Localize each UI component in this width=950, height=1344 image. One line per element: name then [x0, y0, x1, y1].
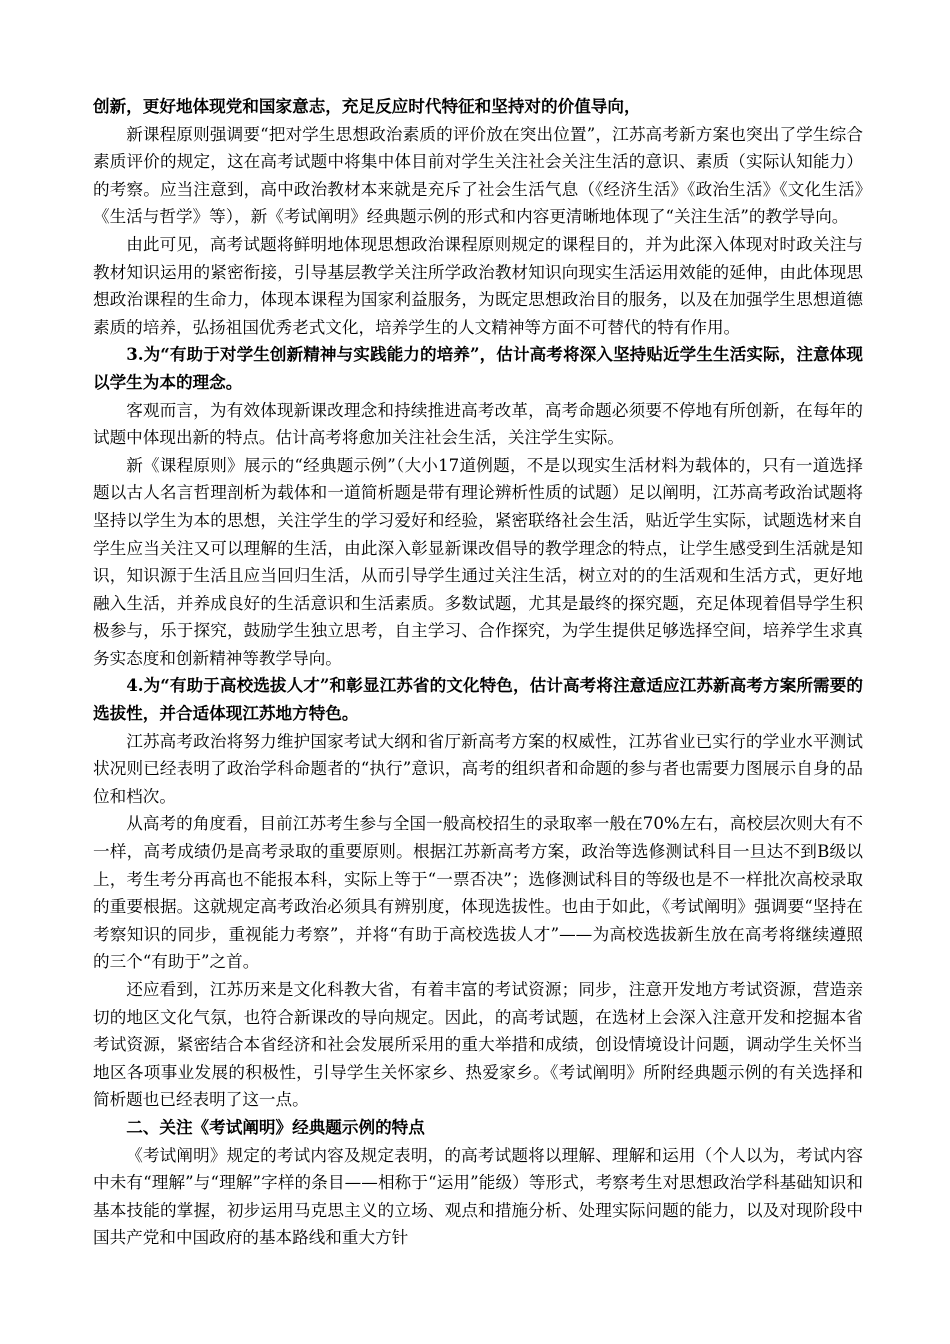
body-paragraph: 还应看到，江苏历来是文化科教大省，有着丰富的考试资源；同步，注意开发地方考试资源，营造亲切的地区文化气氛，也符合新课改的导向规定。因此，的高考试题，在选材上会深入注意开发和挖掘本省考试资源，紧密结合本省经济和社会发展所采用的重大举措和成绩，创设情境设计问题，调动学生关怀当地区各项事业发展的积极性，引导学生关怀家乡、热爱家乡。《考试阐明》所附经典题示例的有关选择和简析题也已经表明了这一点。 — [93, 980, 863, 1110]
body-paragraph: 《考试阐明》规定的考试内容及规定表明，的高考试题将以理解、理解和运用（个人以为，考试内容中未有“理解”与“理解”字样的条目——相称于“运用”能级）等形式，考察考生对思想政治学科基础知识和基本技能的掌握，初步运用马克思主义的立场、观点和措施分析、处理实际问题的能力，以及对现阶段中国共产党和中国政府的基本路线和重大方针 — [93, 1145, 863, 1248]
section-heading: 二、关注《考试阐明》经典题示例的特点 — [126, 1116, 425, 1137]
document-page — [93, 93, 863, 1252]
body-paragraph: 由此可见，高考试题将鲜明地体现思想政治课程原则规定的课程目的，并为此深入体现对时政关注与教材知识运用的紧密衔接，引导基层教学关注所学政治教材知识向现实生活运用效能的延伸，由此体现思想政治课程的生命力，体现本课程为国家利益服务，为既定思想政治目的服务，以及在加强学生思想道德素质的培养，弘扬祖国优秀老式文化，培养学生的人文精神等方面不可替代的特有作用。 — [93, 234, 863, 337]
body-paragraph: 客观而言，为有效体现新课改理念和持续推进高考改革，高考命题必须要不停地有所创新，在每年的试题中体现出新的特点。估计高考将愈加关注社会生活，关注学生实际。 — [93, 400, 863, 448]
body-paragraph: 新课程原则强调要“把对学生思想政治素质的评价放在突出位置”，江苏高考新方案也突出了学生综合素质评价的规定，这在高考试题中将集中体目前对学生关注社会关注生活的意识、素质（实际认知能力）的考察。应当注意到，高中政治教材本来就是充斥了社会生活气息（《经济生活》《政治生活》《文化生活》《生活与哲学》等），新《考试阐明》经典题示例的形式和内容更清晰地体现了“关注生活”的教学导向。 — [93, 124, 863, 227]
body-paragraph: 从高考的角度看，目前江苏考生参与全国一般高校招生的录取率一般在70%左右，高校层次则大有不一样，高考成绩仍是高考录取的重要原则。根据江苏新高考方案，政治等选修测试科目一旦达不到B级以上，考生考分再高也不能报本科，实际上等于“一票否决”；选修测试科目的等级也是不一样批次高校录取的重要根据。这就规定高考政治必须具有辨别度，体现选拔性。也由于如此，《考试阐明》强调要“坚持在考察知识的同步，重视能力考察”，并将“有助于高校选拔人才”——为高校选拔新生放在高考将继续遵照的三个“有助于”之首。 — [93, 814, 863, 972]
section-heading: 3.为“有助于对学生创新精神与实践能力的培养”，估计高考将深入坚持贴近学生生活实际，注意体现以学生为本的理念。 — [93, 344, 863, 392]
section-heading: 创新，更好地体现党和国家意志，充足反应时代特征和坚持对的价值导向， — [93, 96, 641, 116]
body-paragraph: 新《课程原则》展示的“经典题示例”（大小17道例题，不是以现实生活材料为载体的，只有一道选择题以古人名言哲理剖析为载体和一道简析题是带有理论辨析性质的试题）足以阐明，江苏高考政治试题将坚持以学生为本的思想，关注学生的学习爱好和经验，紧密联络社会生活，贴近学生实际，试题选材来自学生应当关注又可以理解的生活，由此深入彰显新课改倡导的教学理念的特点，让学生感受到生活就是知识，知识源于生活且应当回归生活，从而引导学生通过关注生活，树立对的的生活观和生活方式，更好地融入生活，并养成良好的生活意识和生活素质。多数试题，尤其是最终的探究题，充足体现着倡导学生积极参与，乐于探究，鼓励学生独立思考，自主学习、合作探究，为学生提供足够选择空间，培养学生求真务实态度和创新精神等教学导向。 — [93, 455, 863, 668]
body-paragraph: 江苏高考政治将努力维护国家考试大纲和省厅新高考方案的权威性，江苏省业已实行的学业水平测试状况则已经表明了政治学科命题者的“执行”意识，高考的组织者和命题的参与者也需要力图展示自身的品位和档次。 — [93, 731, 863, 806]
section-heading: 4.为“有助于高校选拔人才”和彰显江苏省的文化特色，估计高考将注意适应江苏新高考方案所需要的选拔性，并合适体现江苏地方特色。 — [93, 675, 863, 724]
